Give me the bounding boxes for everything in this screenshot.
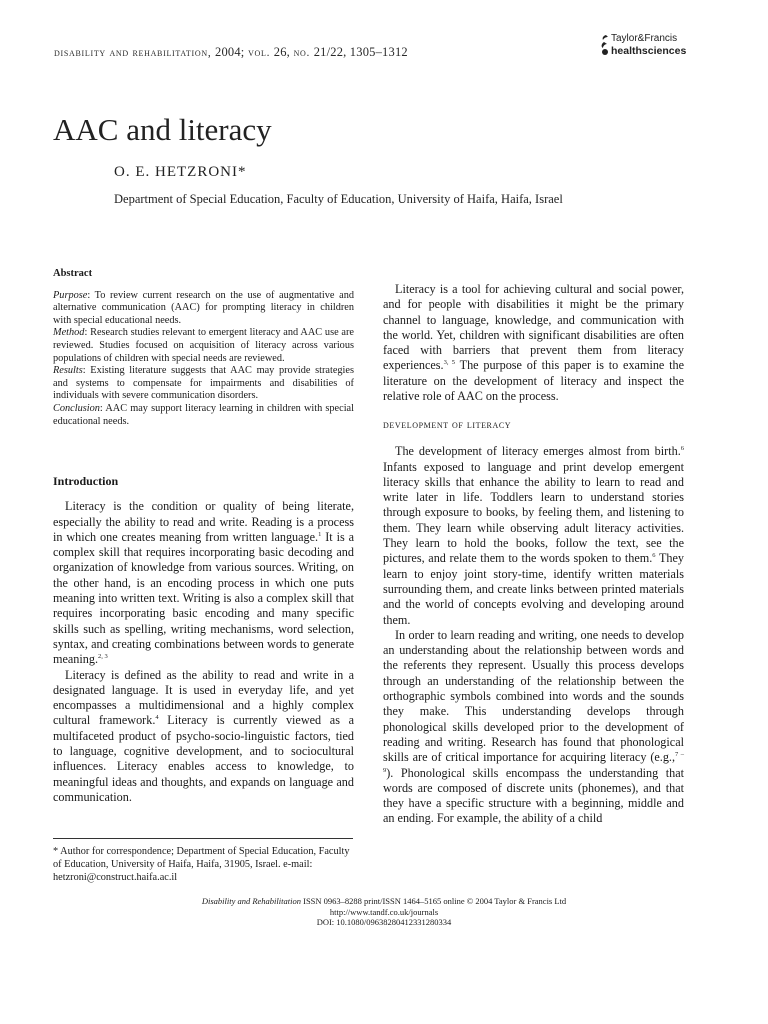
- footnote-rule: [53, 838, 353, 839]
- intro-paragraph-2: Literacy is defined as the ability to read and write in a designated language. It is used in everyday life, and yet encompasses a multidimensional and a highly complex cultural framework.$^4$ Literacy is currently viewed as a multifaceted product of psycho-socio-linguistic factors, tied to language, cognitive development, and to sociocultural influences. Literacy enables access to knowledge, to meaningful ideas and thoughts, and expands on language and communication.: [53, 667, 354, 804]
- abstract-results: Results: Existing literature suggests that AAC may provide strategies and systems to compensate for impairments and disabilities of individuals with severe communication disorders.: [53, 365, 354, 402]
- intro-paragraph-1: Literacy is the condition or quality of being literate, especially the ability to read and write. Reading is a process in which one creates meaning from written language.$^1$ It is a complex skill that requires incorporating basic decoding and organization of knowledge from various sources. Writing, on the other hand, is an encoding process in which one puts meaning into written text. Writing is also a complex skill that requires incorporating basic encoding and many specific skills such as spelling, writing mechanisms, word selection, syntax, and creating combinations between words to generate meaning.$^{2, 3}$: [53, 499, 355, 667]
- development-heading: development of literacy: [383, 419, 512, 431]
- development-paragraph-2: In order to learn reading and writing, one needs to develop an understanding about the relationship between words and the referents they represent. Usually this process develops through an understanding of the relationship between the orthographic symbols combined into words and the sounds they make. This understanding develops through phonological skills developed prior to the development of reading and writing. Research has found that phonological skills are of critical importance for acquiring literacy (e.g.,$^{7 - 9}$). Phonological skills encompass the understanding that words are composed of discrete units (phonemes), and that they have a specific structure with a beginning, middle and an ending. For example, the ability of a child: [383, 627, 684, 826]
- abstract-method: Method: Research studies relevant to emergent literacy and AAC use are reviewed. Studies focused on acquisition of literacy across various populations of children with special needs are reviewed.: [53, 327, 354, 364]
- paper-author: O. E. HETZRONI*: [114, 164, 247, 180]
- publisher-imprint: healthsciences: [611, 45, 687, 57]
- abstract: [53, 268, 354, 428]
- author-footnote: * Author for correspondence; Department of Special Education, Faculty of Education, University of Haifa, Haifa, 31905, Israel. e-mail: hetzroni@construct.haifa.ac.il: [53, 846, 350, 884]
- publisher-name: Taylor&Francis: [611, 33, 678, 44]
- development-section: [383, 418, 684, 827]
- doi-line: DOI: 10.1080/09638280412331280334: [316, 917, 452, 927]
- publication-info: [0, 896, 768, 928]
- author-affiliation: Department of Special Education, Faculty of Education, University of Haifa, Haifa, Israel: [114, 192, 563, 206]
- abstract-purpose: Purpose: To review current research on the use of augmentative and alternative communication (AAC) for prompting literacy in children with special educational needs.: [53, 289, 354, 326]
- right-column-intro: [383, 282, 684, 404]
- abstract-conclusion: Conclusion: AAC may support literacy learning in children with special educational needs.: [53, 402, 354, 427]
- abstract-heading: Abstract: [53, 268, 93, 279]
- development-paragraph-1: The development of literacy emerges almost from birth.$^6$ Infants exposed to language and print develop emergent literacy skills that enhance the ability to learn to read and write later in life. Toddlers learn to understand stories through exposure to books, by feeling them, and listening to them. They learn while observing adult literacy activities. They learn to hold the books, follow the text, see the pictures, and relate them to the words spoken to them.$^6$ They learn to enjoy joint story-time, identify written materials surrounding them, and create links between printed materials and the world of concepts evolving and developing around them.: [383, 444, 685, 627]
- paper-title: AAC and literacy: [53, 112, 272, 147]
- right-paragraph-1: Literacy is a tool for achieving cultural and social power, and for people with disabilities it might be the primary channel to language, knowledge, and communication with the world. Yet, children with significant disabilities are often faced with barriers that prevent them from literacy experiences.$^{3, 5}$ The purpose of this paper is to examine the literature on the development of literacy and inspect the relative role of AAC on the process.: [383, 282, 684, 404]
- journal-header: disability and rehabilitation, 2004; vol. 26, no. 21/22, 1305–1312: [54, 45, 408, 59]
- introduction-heading: Introduction: [53, 474, 119, 488]
- issn-line: Disability and Rehabilitation ISSN 0963–8288 print/ISSN 1464–5165 online © 2004 Taylor & Francis Ltd: [201, 896, 567, 906]
- taylor-francis-logo-icon: [598, 33, 612, 59]
- introduction-section: [53, 474, 354, 805]
- journal-url: http://www.tandf.co.uk/journals: [329, 906, 439, 917]
